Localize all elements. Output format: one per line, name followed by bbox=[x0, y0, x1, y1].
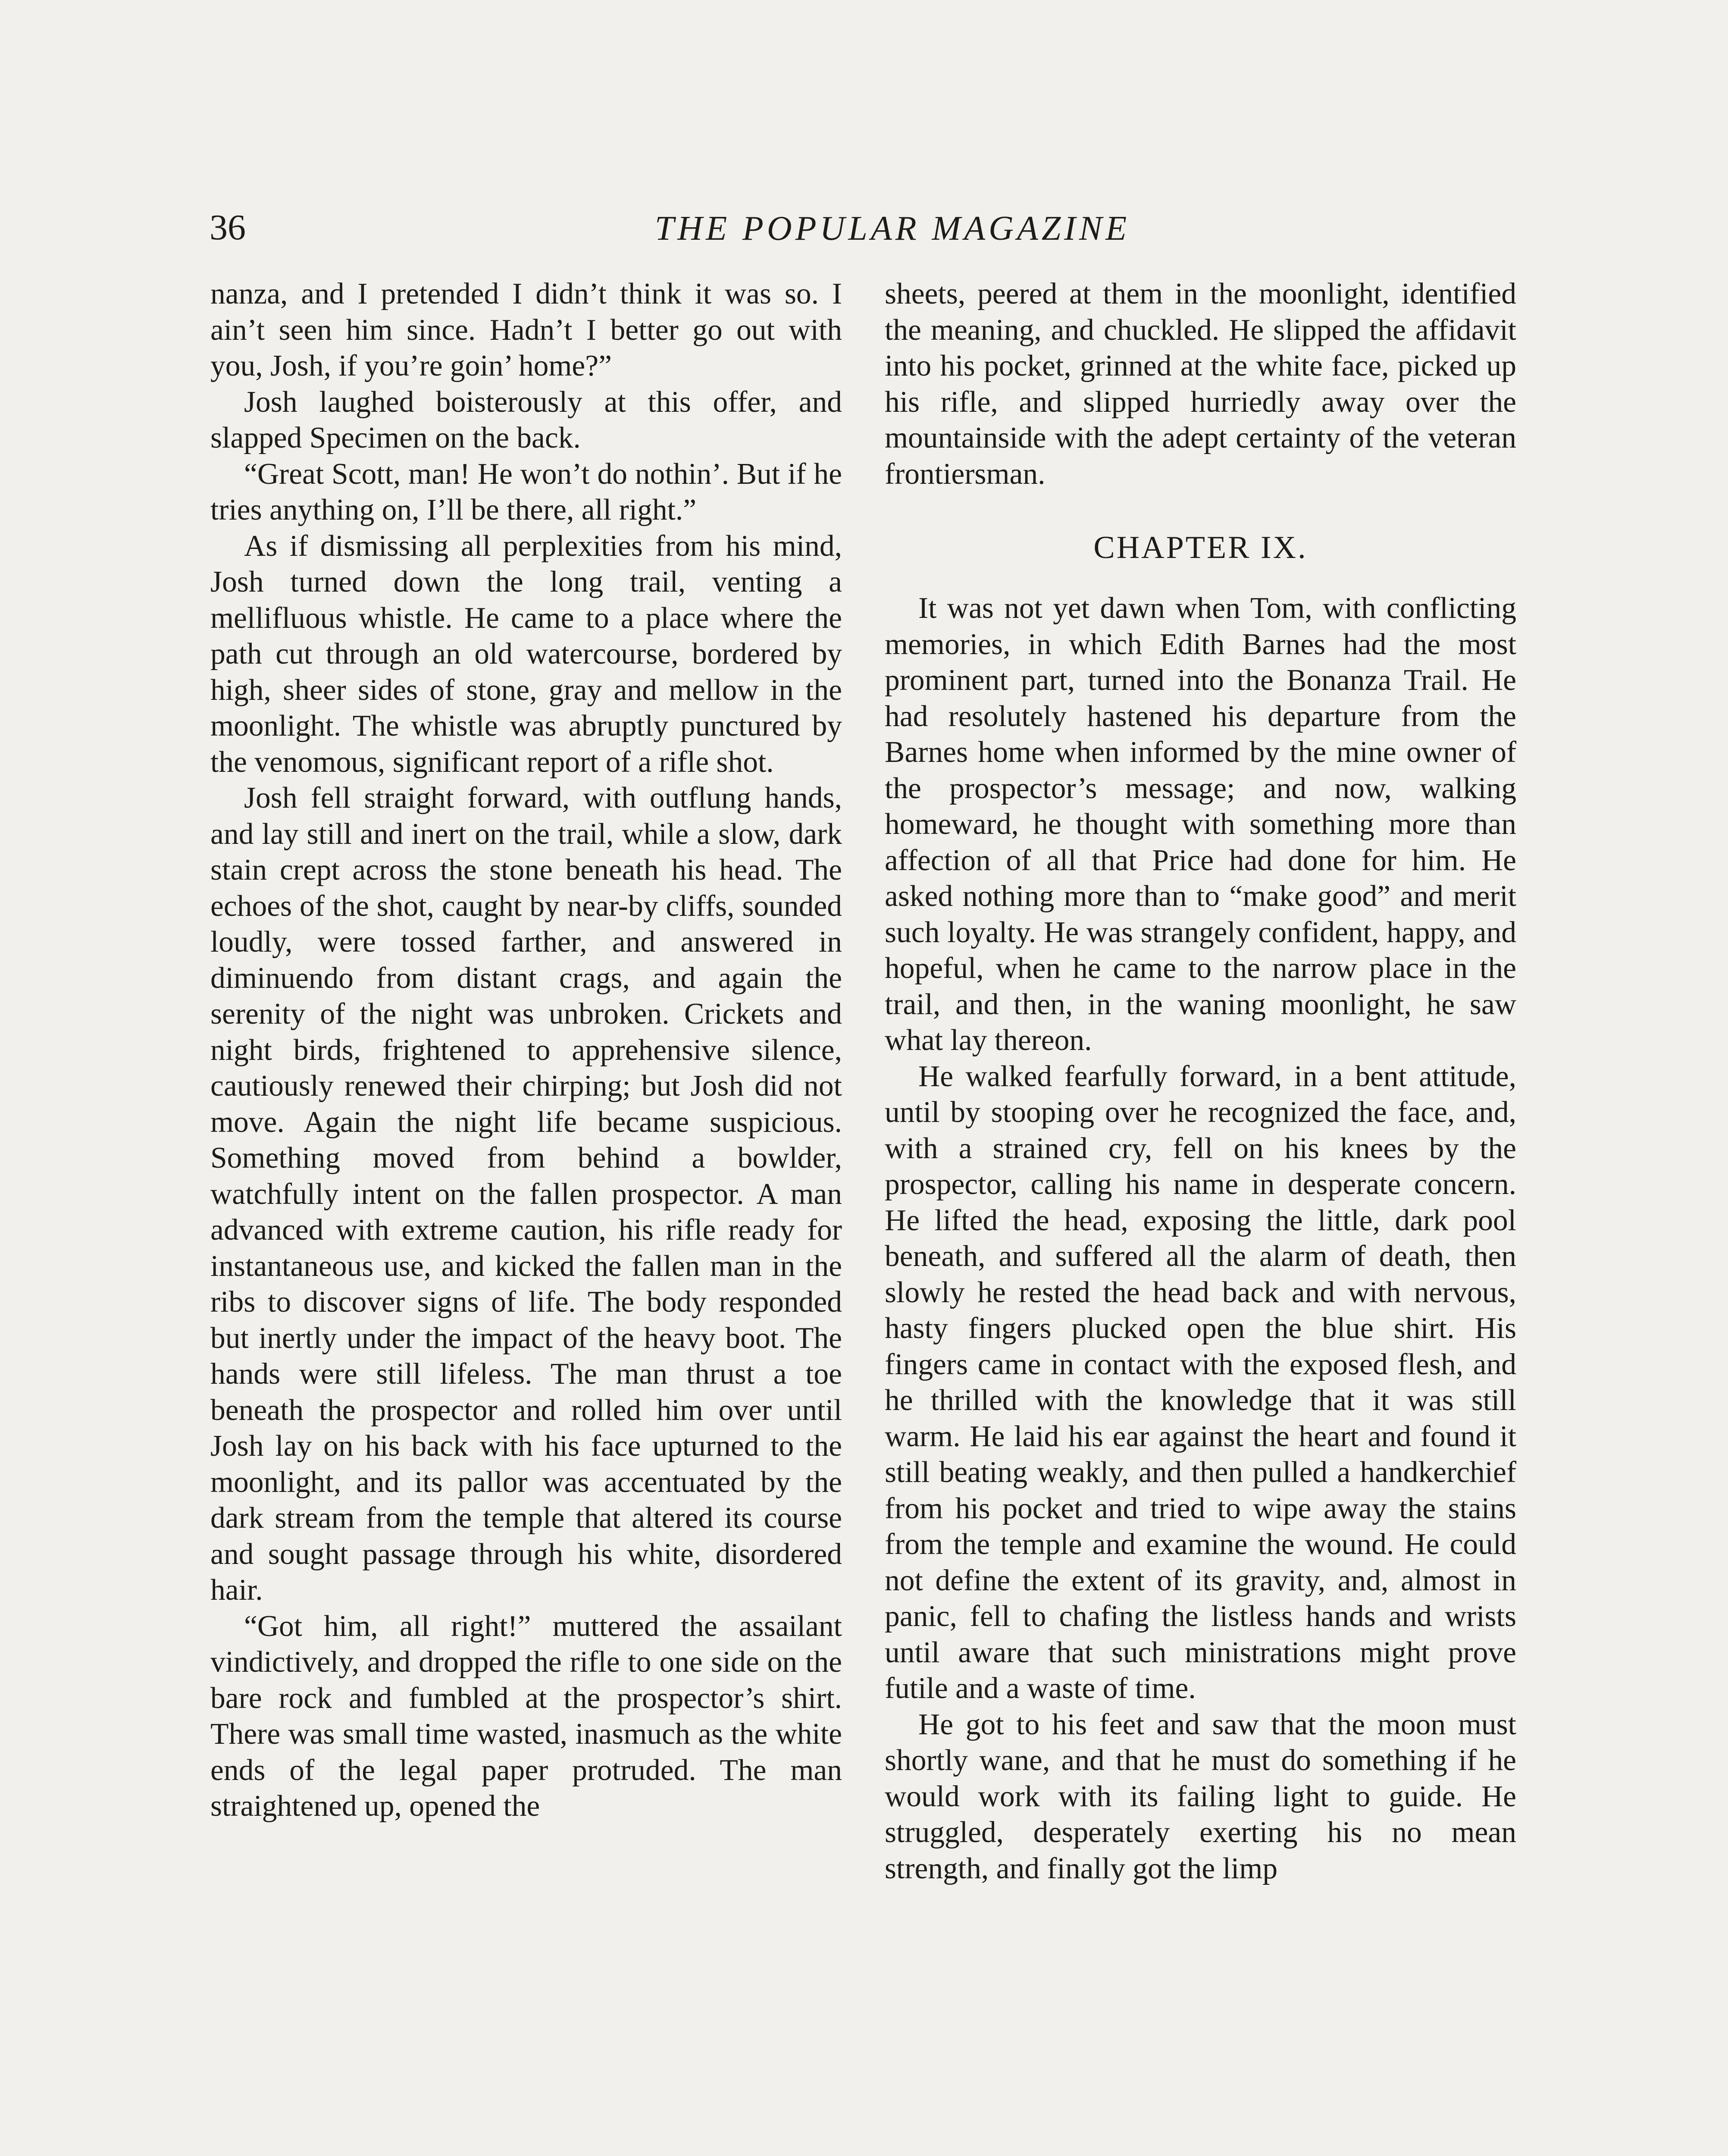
right-column-top-text bbox=[885, 276, 1516, 492]
paragraph: He walked fearfully forward, in a bent attitude, until by stooping over he recognized the face, and, with a strained cry, fell on his knees by the prospector, calling his name in desperate concern. He lifted the head, exposing the little, dark pool beneath, and suffered all the alarm of death, then slowly he rested the head back and with nervous, hasty fingers plucked open the blue shirt. His fingers came in contact with the exposed flesh, and he thrilled with the knowledge that it was still warm. He laid his ear against the heart and found it still beating weakly, and then pulled a handkerchief from his pocket and tried to wipe away the stains from the temple and examine the wound. He could not define the extent of its gravity, and, almost in panic, fell to chafing the listless hands and wrists until aware that such ministrations might prove futile and a waste of time. bbox=[885, 1059, 1516, 1705]
paragraph: Josh fell straight forward, with outflung hands, and lay still and inert on the trail, while a slow, dark stain crept across the stone beneath his head. The echoes of the shot, caught by near-by cliffs, sounded loudly, were tossed farther, and answered in diminuendo from distant crags, and again the serenity of the night was unbroken. Crickets and night birds, frightened to apprehensive silence, cautiously renewed their chirping; but Josh did not move. Again the night life became suspicious. Something moved from behind a bowlder, watchfully intent on the fallen prospector. A man advanced with extreme caution, his rifle ready for instantaneous use, and kicked the fallen man in the ribs to discover signs of life. The body responded but inertly under the impact of the heavy boot. The hands were still lifeless. The man thrust a toe beneath the prospector and rolled him over until Josh lay on his back with his face upturned to the moonlight, and its pallor was accentuated by the dark stream from the temple that altered its course and sought passage through his white, disordered hair. bbox=[210, 781, 842, 1607]
right-column-bottom-text bbox=[885, 590, 1516, 1887]
running-head: THE POPULAR MAGAZINE bbox=[654, 210, 1130, 248]
page-number: 36 bbox=[210, 207, 246, 248]
paragraph: nanza, and I pretended I didn’t think it was so. I ain’t seen him since. Hadn’t I better go out with you, Josh, if you’re goin’ home?” bbox=[210, 277, 842, 382]
paragraph: sheets, peered at them in the moonlight, identified the meaning, and chuckled. He slipped the affidavit into his pocket, grinned at the white face, picked up his rifle, and slipped hurriedly away over the mountainside with the adept certainty of the veteran frontiersman. bbox=[885, 277, 1516, 491]
paragraph: “Great Scott, man! He won’t do nothin’. But if he tries anything on, I’ll be there, all right.” bbox=[210, 457, 842, 526]
left-column bbox=[210, 276, 842, 1824]
paragraph: “Got him, all right!” muttered the assailant vindictively, and dropped the rifle to one side on the bare rock and fumbled at the prospector’s shirt. There was small time wasted, inasmuch as the white ends of the legal paper protruded. The man straightened up, opened the bbox=[210, 1609, 842, 1823]
chapter-heading: CHAPTER IX. bbox=[1093, 530, 1308, 565]
paragraph: He got to his feet and saw that the moon must shortly wane, and that he must do something if he would work with its failing light to guide. He struggled, desperately exerting his no mean strength, and finally got the limp bbox=[885, 1708, 1516, 1885]
right-column bbox=[885, 276, 1516, 1887]
paragraph: As if dismissing all perplexities from his mind, Josh turned down the long trail, venting a mellifluous whistle. He came to a place where the path cut through an old watercourse, bordered by high, sheer sides of stone, gray and mellow in the moonlight. The whistle was abruptly punctured by the venomous, significant report of a rifle shot. bbox=[210, 529, 842, 779]
paragraph: Josh laughed boisterously at this offer, and slapped Specimen on the back. bbox=[210, 385, 842, 454]
paragraph: It was not yet dawn when Tom, with conflicting memories, in which Edith Barnes had the most prominent part, turned into the Bonanza Trail. He had resolutely hastened his departure from the Barnes home when informed by the mine owner of the prospector’s message; and now, walking homeward, he thought with something more than affection of all that Price had done for him. He asked nothing more than to “make good” and merit such loyalty. He was strangely confident, happy, and hopeful, when he came to the narrow place in the trail, and then, in the waning moonlight, he saw what lay thereon. bbox=[885, 592, 1516, 1057]
